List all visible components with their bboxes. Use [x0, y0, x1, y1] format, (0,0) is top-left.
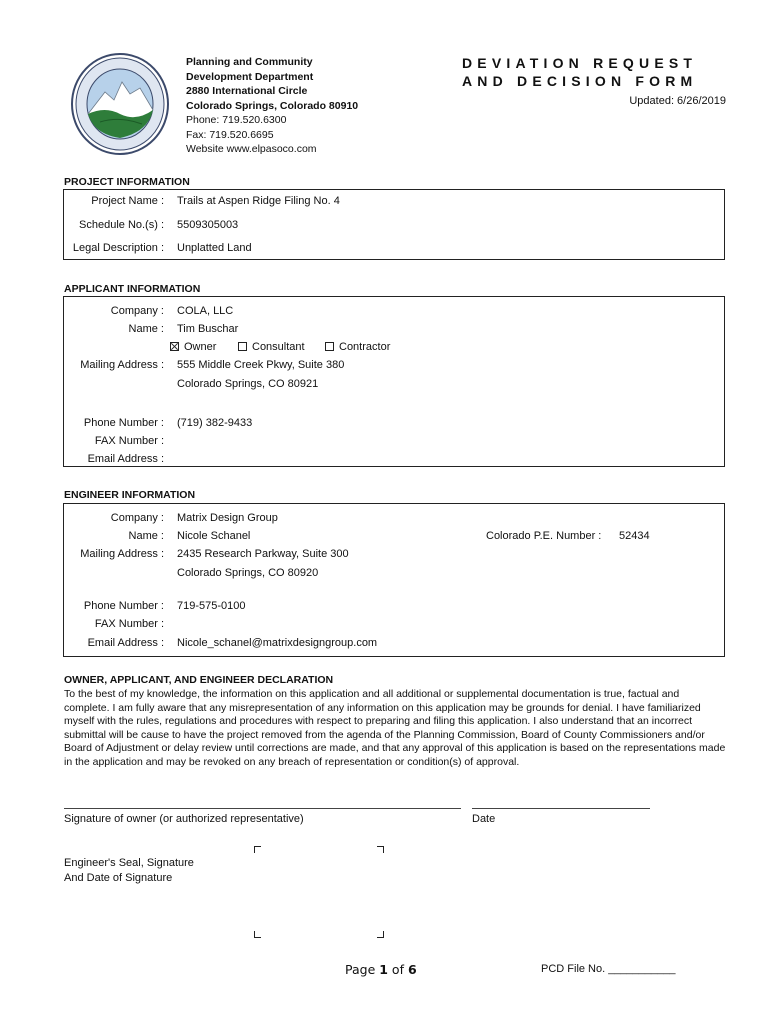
owner-checkbox-icon[interactable]: [170, 342, 179, 351]
engineer-seal-area[interactable]: [254, 846, 384, 938]
department-name-line: Planning and Community: [186, 56, 313, 68]
corner-mark-icon: [254, 931, 261, 938]
engineer-phone-value[interactable]: 719-575-0100: [177, 600, 246, 612]
page-current: 1: [379, 962, 388, 977]
county-seal-logo: [70, 52, 170, 156]
department-phone: Phone: 719.520.6300: [186, 114, 287, 126]
applicant-mailing-label: Mailing Address :: [80, 359, 164, 371]
form-title-line2: AND DECISION FORM: [462, 73, 698, 89]
owner-signature-line[interactable]: [64, 808, 461, 809]
engineer-mailing-label: Mailing Address :: [80, 548, 164, 560]
role-option-consultant[interactable]: [238, 341, 305, 353]
corner-mark-icon: [377, 931, 384, 938]
signature-label: Signature of owner (or authorized representative): [64, 813, 304, 825]
corner-mark-icon: [377, 846, 384, 853]
engineer-company-label: Company :: [110, 512, 164, 524]
engineer-address-line1[interactable]: 2435 Research Parkway, Suite 300: [177, 548, 349, 560]
engineer-email-label: Email Address :: [87, 637, 164, 649]
declaration-title: OWNER, APPLICANT, AND ENGINEER DECLARATION: [64, 674, 334, 686]
form-title-line1: DEVIATION REQUEST: [462, 55, 698, 71]
engineer-email-value[interactable]: Nicole_schanel@matrixdesigngroup.com: [177, 637, 378, 649]
applicant-name-label: Name :: [128, 323, 164, 335]
applicant-phone-value[interactable]: (719) 382-9433: [177, 417, 253, 429]
pcd-file-number: PCD File No. ___________: [541, 963, 676, 975]
department-city-line: Colorado Springs, Colorado 80910: [186, 99, 359, 112]
corner-mark-icon: [254, 846, 261, 853]
schedule-number-label: Schedule No.(s) :: [79, 219, 164, 231]
page-of: of: [387, 962, 408, 977]
page-total: 6: [407, 962, 417, 977]
applicant-address-line2[interactable]: Colorado Springs, CO 80921: [177, 378, 319, 390]
applicant-info-box: [63, 296, 725, 467]
contractor-checkbox-icon[interactable]: [325, 342, 334, 351]
page-indicator: [345, 962, 417, 977]
date-label: Date: [472, 813, 496, 825]
engineer-seal-label: [64, 856, 194, 886]
project-section-title: PROJECT INFORMATION: [64, 176, 190, 188]
engineer-section-title: ENGINEER INFORMATION: [64, 489, 196, 501]
role-option-owner[interactable]: [170, 341, 216, 353]
form-title: [462, 54, 697, 90]
schedule-number-value[interactable]: 5509305003: [177, 219, 239, 231]
contractor-label: Contractor: [339, 341, 391, 353]
consultant-label: Consultant: [252, 341, 305, 353]
updated-date: Updated: 6/26/2019: [629, 95, 726, 107]
department-address-line: 2880 International Circle: [186, 85, 308, 97]
engineer-seal-label-line2: And Date of Signature: [64, 872, 173, 884]
engineer-seal-label-line1: Engineer's Seal, Signature: [64, 857, 194, 869]
owner-label: Owner: [184, 341, 217, 353]
engineer-info-box: [63, 503, 725, 657]
project-info-box: [63, 189, 725, 260]
applicant-section-title: APPLICANT INFORMATION: [64, 283, 201, 295]
page-prefix: Page: [345, 962, 380, 977]
applicant-phone-label: Phone Number :: [83, 417, 164, 429]
pe-number-label: Colorado P.E. Number :: [486, 530, 602, 542]
department-fax: Fax: 719.520.6695: [186, 128, 274, 141]
department-website: Website www.elpasoco.com: [186, 143, 317, 155]
project-name-value[interactable]: Trails at Aspen Ridge Filing No. 4: [177, 195, 340, 207]
engineer-name-label: Name :: [128, 530, 164, 542]
engineer-address-line2[interactable]: Colorado Springs, CO 80920: [177, 567, 319, 579]
project-name-label: Project Name :: [91, 195, 164, 207]
applicant-company-value[interactable]: COLA, LLC: [177, 305, 234, 317]
engineer-phone-label: Phone Number :: [83, 600, 164, 612]
declaration-text: To the best of my knowledge, the information on this application and all additional or supplemental documentation is true, factual and complete. I am fully aware that any misrepresentation of any information on this application may be grounds for denial. I have familiarized myself with the rules, regulations and procedures with respect to preparing and filing this application. I also understand that an incorrect submittal will be cause to have the project removed from the agenda of the Planning Commission, Board of County Commissioners and/or Board of Adjustment or delay review until corrections are made, and that any approval of this application is based on the representations made in the application and may be revoked on any breach of representation or condition(s) of approval.: [64, 688, 726, 768]
date-line[interactable]: [472, 808, 650, 809]
engineer-fax-label: FAX Number :: [94, 618, 164, 630]
legal-description-value[interactable]: Unplatted Land: [177, 242, 252, 254]
consultant-checkbox-icon[interactable]: [238, 342, 247, 351]
applicant-name-value[interactable]: Tim Buschar: [177, 323, 239, 335]
applicant-company-label: Company :: [110, 305, 164, 317]
legal-description-label: Legal Description :: [72, 242, 164, 254]
applicant-email-label: Email Address :: [87, 453, 164, 465]
role-option-contractor[interactable]: [325, 341, 390, 353]
engineer-company-value[interactable]: Matrix Design Group: [177, 512, 278, 524]
department-name-line: Development Department: [186, 70, 314, 83]
applicant-fax-label: FAX Number :: [94, 435, 164, 447]
applicant-address-line1[interactable]: 555 Middle Creek Pkwy, Suite 380: [177, 359, 345, 371]
engineer-name-value[interactable]: Nicole Schanel: [177, 530, 251, 542]
pe-number-value[interactable]: 52434: [619, 530, 650, 542]
